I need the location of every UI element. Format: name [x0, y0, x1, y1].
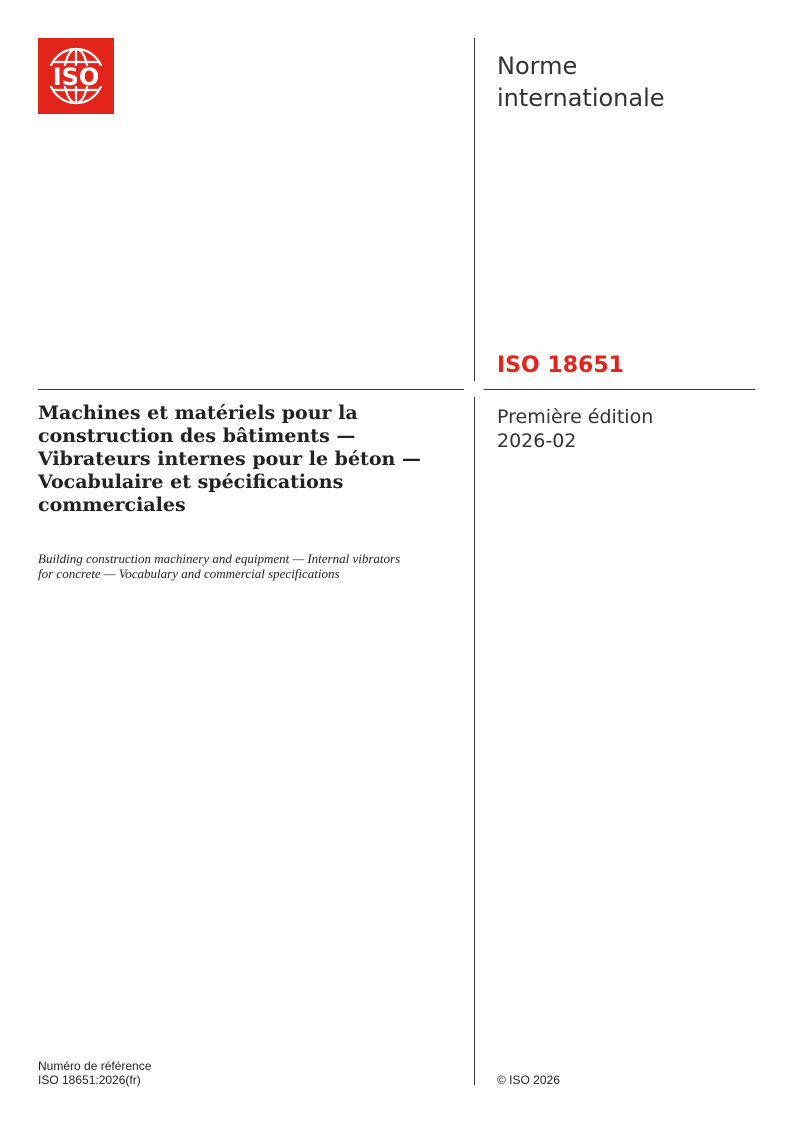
- title-english: Building construction machinery and equipment — Internal vibrators for concrete — Vocabulary and commercial specifications: [38, 551, 401, 581]
- iso-logo-text: ISO: [52, 63, 100, 91]
- horizontal-rule-left: [38, 389, 464, 390]
- document-type-line1: Norme: [497, 52, 578, 80]
- iso-logo: [38, 38, 114, 114]
- reference-number: [38, 1059, 151, 1087]
- copyright-notice: © ISO 2026: [497, 1073, 560, 1087]
- title-french: Machines et matériels pour la construction des bâtiments — Vibrateurs internes pour le béton — Vocabulaire et spécifications commerciales: [38, 402, 421, 516]
- edition-date: 2026-02: [497, 430, 577, 452]
- edition-info: [497, 405, 653, 453]
- document-type: [497, 50, 747, 114]
- vertical-divider-top: [474, 38, 475, 381]
- edition-label: Première édition: [497, 406, 654, 428]
- vertical-divider-bottom: [474, 397, 475, 1085]
- reference-label: Numéro de référence: [38, 1059, 152, 1073]
- reference-value: ISO 18651:2026(fr): [38, 1073, 141, 1087]
- standard-number: ISO 18651: [497, 353, 624, 378]
- document-type-line2: internationale: [497, 84, 665, 112]
- horizontal-rule-right: [484, 389, 755, 390]
